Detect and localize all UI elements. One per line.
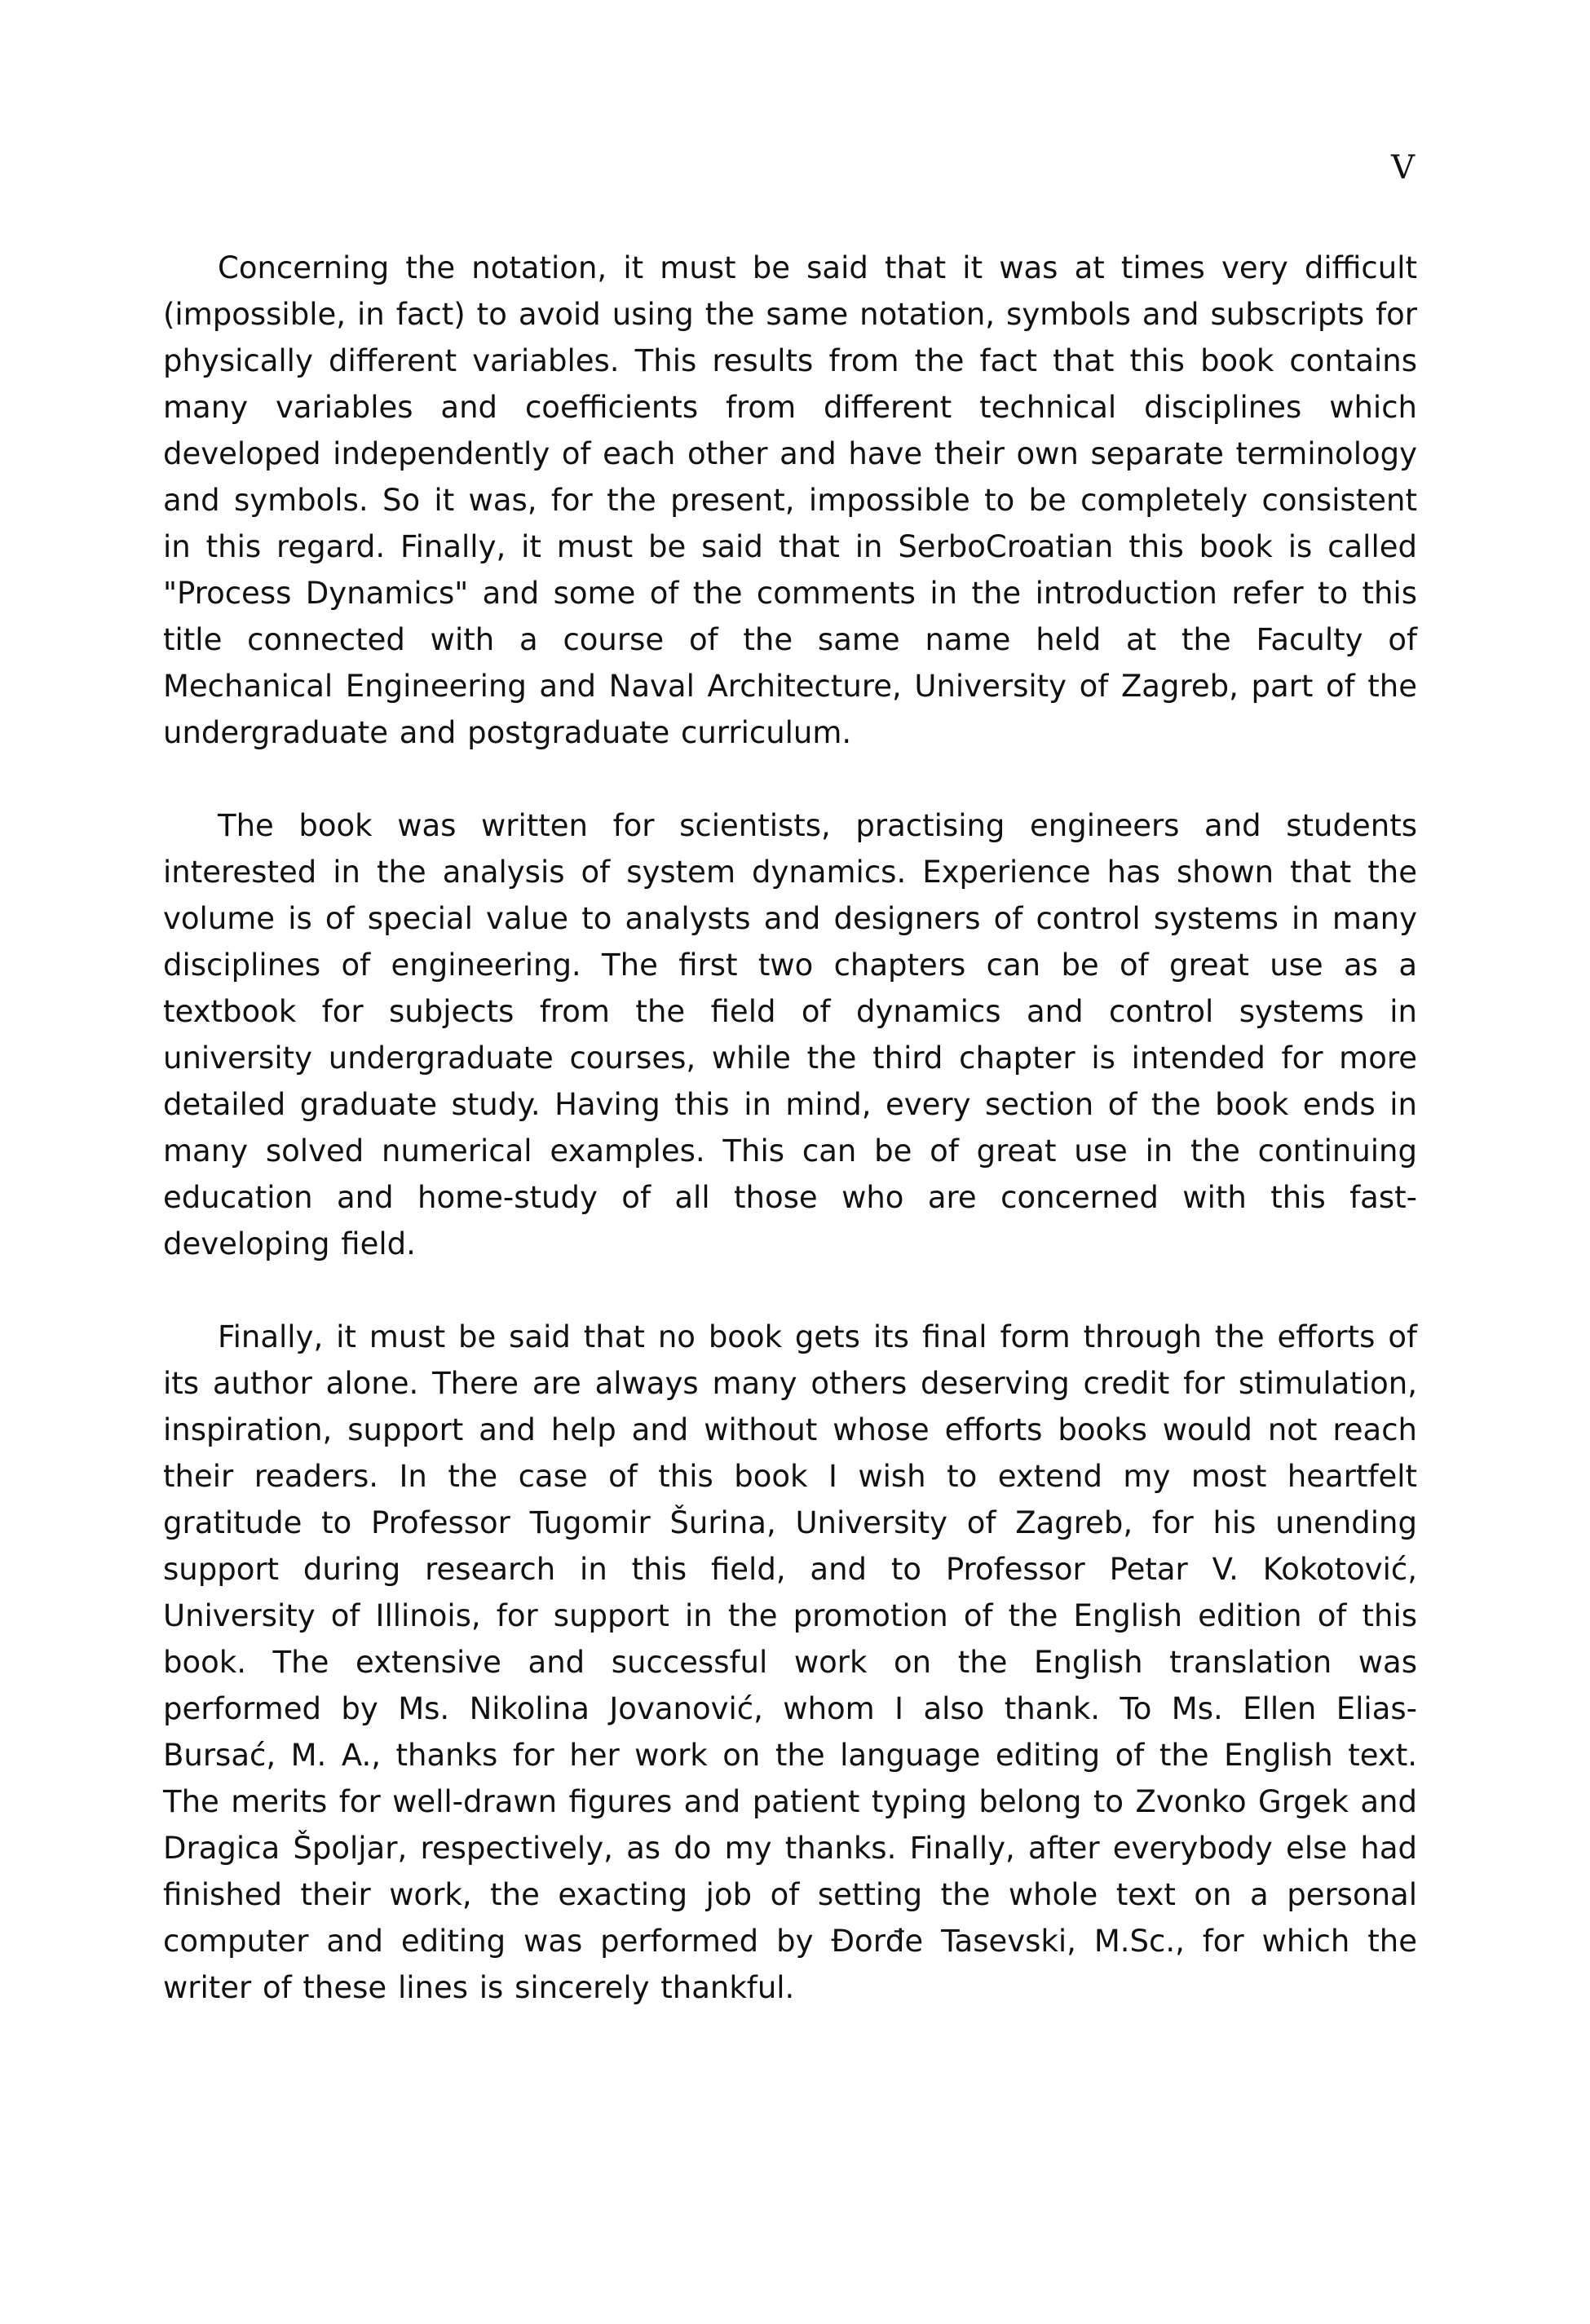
paragraph-notation: Concerning the notation, it must be said that it was at times very difficult (impossible, in fact) to avoid using the same notation, symbols and subscripts for physically different variables. This results from the fact that this book contains many variables and coefficients from different technical disciplines which developed independently of each other and have their own separate terminology and symbols. So it was, for the present, impossible to be completely consistent in this regard. Finally, it must be said that in SerboCroatian this book is called "Process Dynamics" and some of the comments in the introduction refer to this title connected with a course of the same name held at the Faculty of Mechanical Engineering and Naval Architecture, University of Zagreb, part of the undergraduate and postgraduate curriculum. — [163, 250, 1417, 750]
paragraph-audience: The book was written for scientists, practising engineers and students interested in the analysis of system dynamics. Experience has shown that the volume is of special value to analysts and designers of control systems in many disciplines of engineering. The first two chapters can be of great use as a textbook for subjects from the field of dynamics and control systems in university undergraduate courses, while the third chapter is intended for more detailed graduate study. Having this in mind, every section of the book ends in many solved numerical examples. This can be of great use in the continuing education and home-study of all those who are concerned with this fast-developing field. — [163, 808, 1417, 1261]
page-body — [163, 245, 1417, 2057]
page-number: V — [1391, 149, 1415, 187]
paragraph-acknowledgements: Finally, it must be said that no book gets its final form through the efforts of its author alone. There are always many others deserving credit for stimulation, inspiration, support and help and without whose efforts books would not reach their readers. In the case of this book I wish to extend my most heartfelt gratitude to Professor Tugomir Šurina, University of Zagreb, for his unending support during research in this field, and to Professor Petar V. Kokotović, University of Illinois, for support in the promotion of the English edition of this book. The extensive and successful work on the English translation was performed by Ms. Nikolina Jovanović, whom I also thank. To Ms. Ellen Elias-Bursać, M. A., thanks for her work on the language editing of the English text. The merits for well-drawn figures and patient typing belong to Zvonko Grgek and Dragica Špoljar, respectively, as do my thanks. Finally, after everybody else had finished their work, the exacting job of setting the whole text on a personal computer and editing was performed by Đorđe Tasevski, M.Sc., for which the writer of these lines is sincerely thankful. — [163, 1319, 1417, 2005]
